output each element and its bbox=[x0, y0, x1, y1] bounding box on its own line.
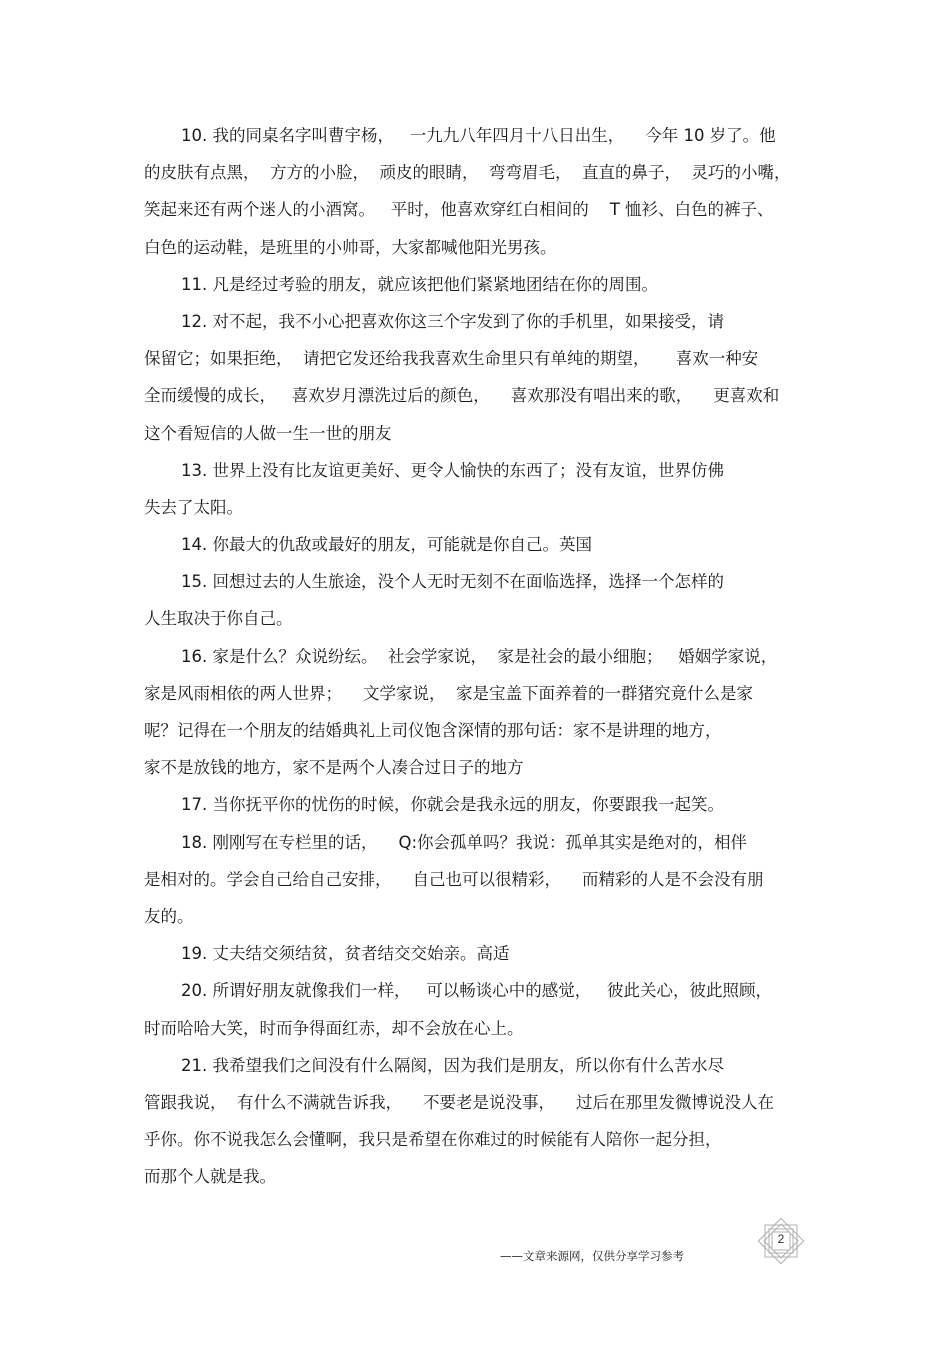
text-line: 乎你。你不说我怎么会懂啊，我只是希望在你难过的时候能有人陪你一起分担， bbox=[144, 1130, 722, 1150]
text-line: 白色的运动鞋，是班里的小帅哥，大家都喊他阳光男孩。 bbox=[144, 237, 557, 257]
text-line: 时而哈哈大笑，时而争得面红赤，却不会放在心上。 bbox=[144, 1018, 524, 1038]
text-line: 管跟我说， 有什么不满就告诉我， 不要老是说没事， 过后在那里发微博说没人在 bbox=[144, 1092, 774, 1112]
text-line: 17. 当你抚平你的忧伤的时候，你就会是我永远的朋友，你要跟我一起笑。 bbox=[181, 795, 724, 815]
text-line: 呢？记得在一个朋友的结婚典礼上司仪饱含深情的那句话：家不是讲理的地方， bbox=[144, 721, 722, 740]
text-line: 这个看短信的人做一生一世的朋友 bbox=[144, 423, 392, 443]
text-line: 失去了太阳。 bbox=[144, 497, 243, 517]
text-line: 11. 凡是经过考验的朋友，就应该把他们紧紧地团结在你的周围。 bbox=[181, 274, 658, 294]
text-line: 全而缓慢的成长， 喜欢岁月漂洗过后的颜色， 喜欢那没有唱出来的歌， 更喜欢和 bbox=[144, 386, 780, 406]
text-line: 而那个人就是我。 bbox=[144, 1167, 276, 1187]
page-number-badge bbox=[756, 1218, 806, 1264]
text-line: 10. 我的同桌名字叫曹宇杨， 一九九八年四月十八日出生， 今年 10 岁了。他 bbox=[181, 126, 776, 145]
text-line: 人生取决于你自己。 bbox=[144, 609, 293, 629]
text-line: 12. 对不起，我不小心把喜欢你这三个字发到了你的手机里，如果接受，请 bbox=[181, 311, 724, 331]
text-line: 家不是放钱的地方，家不是两个人凑合过日子的地方 bbox=[144, 758, 524, 778]
page-footer bbox=[0, 1218, 950, 1278]
text-line: 友的。 bbox=[144, 906, 194, 926]
page-number: 2 bbox=[777, 1232, 785, 1246]
text-line: 保留它；如果拒绝， 请把它发还给我我喜欢生命里只有单纯的期望， 喜欢一种安 bbox=[144, 349, 759, 369]
text-line: 家是风雨相依的两人世界； 文学家说， 家是宝盖下面养着的一群猪究竟什么是家 bbox=[144, 683, 753, 703]
text-line: 是相对的。学会自己给自己安排， 自己也可以很精彩， 而精彩的人是不会没有朋 bbox=[144, 869, 764, 889]
source-note: ——文章来源网，仅供分享学习参考 bbox=[500, 1249, 684, 1263]
text-line: 20. 所谓好朋友就像我们一样， 可以畅谈心中的感觉， 彼此关心，彼此照顾， bbox=[181, 981, 772, 1001]
document-body bbox=[144, 117, 809, 1195]
text-line: 的皮肤有点黑， 方方的小脸， 顽皮的眼睛， 弯弯眉毛， 直直的鼻子， 灵巧的小嘴， bbox=[144, 163, 791, 183]
text-line: 13. 世界上没有比友谊更美好、更令人愉快的东西了；没有友谊，世界仿佛 bbox=[181, 460, 724, 480]
text-line: 15. 回想过去的人生旅途，没个人无时无刻不在面临选择，选择一个怎样的 bbox=[181, 572, 724, 592]
text-line: 16. 家是什么？众说纷纭。 社会学家说， 家是社会的最小细胞； 婚姻学家说， bbox=[181, 646, 778, 666]
text-line: 笑起来还有两个迷人的小酒窝。 平时，他喜欢穿红白相间的 T 恤衫、白色的裤子、 bbox=[144, 200, 774, 220]
text-line: 19. 丈夫结交须结贫，贫者结交交始亲。高适 bbox=[181, 944, 510, 964]
text-line: 14. 你最大的仇敌或最好的朋友，可能就是你自己。英国 bbox=[181, 535, 592, 555]
text-line: 21. 我希望我们之间没有什么隔阂，因为我们是朋友，所以你有什么苦水尽 bbox=[181, 1055, 724, 1075]
text-line: 18. 刚刚写在专栏里的话， Q:你会孤单吗？我说：孤单其实是绝对的，相伴 bbox=[181, 832, 748, 852]
